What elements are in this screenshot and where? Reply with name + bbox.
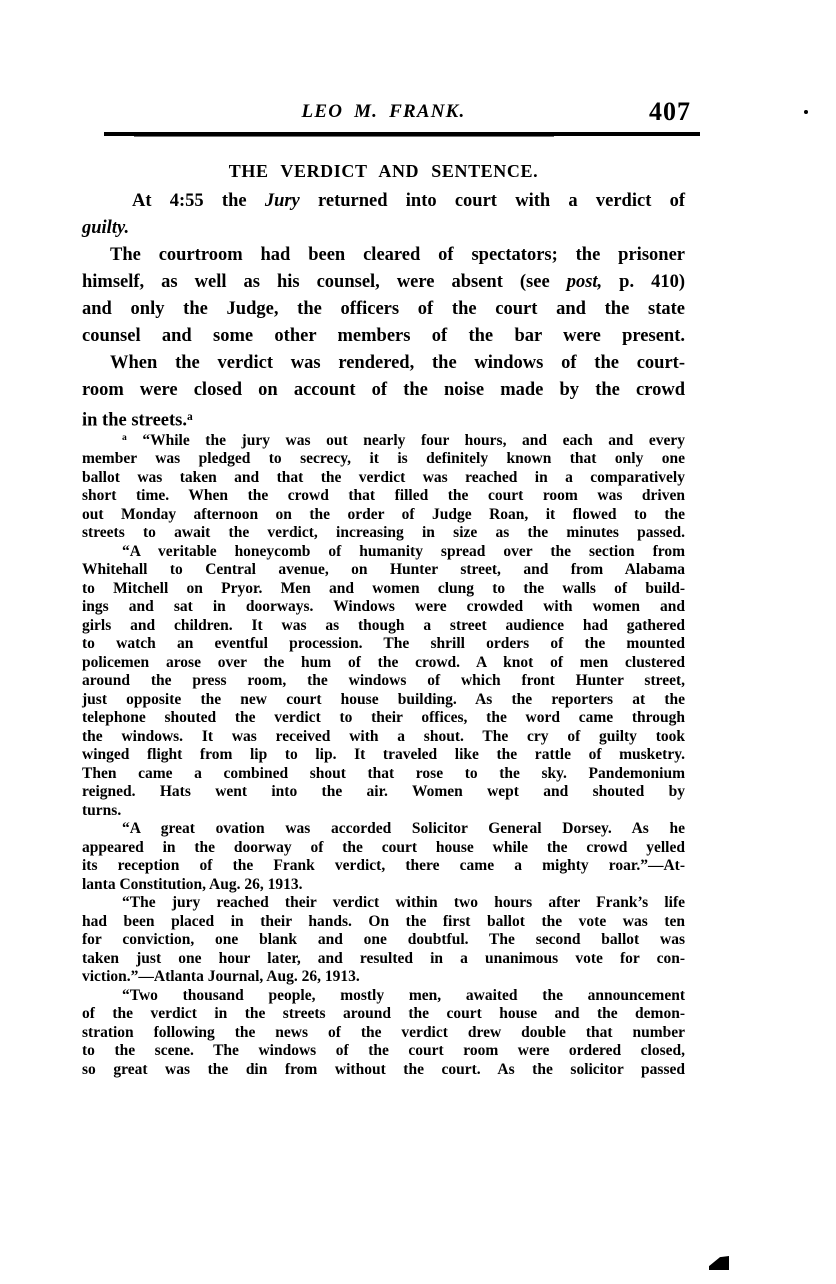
text-line [82,561,685,580]
text-run: viction.”—Atlanta Journal, Aug. 26, 1913. [82,968,360,986]
text-run: stration following the news of the verdict drew double that number [82,1023,685,1041]
text-line [82,617,685,636]
text-run: room were closed on account of the noise made by the crowd [82,380,685,400]
body-text [82,188,685,435]
text-run: “A veritable honeycomb of humanity spread over the section from [122,542,685,560]
text-run: lanta Constitution, Aug. 26, 1913. [82,875,303,893]
text-line [82,950,685,969]
text-run: member was pledged to secrecy, it is definitely known that only one [82,450,685,468]
text-line [82,323,685,350]
text-line [82,691,685,710]
text-line [82,215,685,242]
text-run: ballot was taken and that the verdict was reached in a comparatively [82,468,685,486]
text-run: guilty. [82,218,130,238]
text-run: out Monday afternoon on the order of Judge Roan, it flowed to the [82,505,685,523]
scan-artifact-dot [804,110,808,114]
text-line [82,377,685,404]
text-line [82,783,685,802]
text-run: counsel and some other members of the bar were present. [82,326,685,346]
text-line [82,913,685,932]
text-run: the windows. It was received with a shout. The cry of guilty took [82,727,685,745]
text-run: himself, as well as his counsel, were absent (see [82,272,567,292]
text-line [82,709,685,728]
text-line [82,635,685,654]
text-run: “While the jury was out nearly four hours, and each and every [126,431,685,449]
text-run: turns. [82,801,122,819]
text-run: taken just one hour later, and resulted in a unanimous vote for con- [82,949,685,967]
footnote-marker: a [186,411,193,423]
text-line [82,296,685,323]
text-run: telephone shouted the verdict to their offices, the word came through [82,709,685,727]
text-line [82,765,685,784]
text-run: had been placed in their hands. On the first ballot the vote was ten [82,912,685,930]
text-run: short time. When the crowd that filled the court room was driven [82,487,685,505]
text-line [82,968,685,987]
text-run: ings and sat in doorways. Windows were crowded with women and [82,598,685,616]
running-head [82,97,691,133]
text-line [82,429,685,450]
text-line [82,487,685,506]
text-line [82,580,685,599]
text-run: reigned. Hats went into the air. Women wept and shouted by [82,783,685,801]
text-run: When the verdict was rendered, the windows of the court- [110,353,685,373]
text-line [82,894,685,913]
text-line [82,931,685,950]
text-run: and only the Judge, the officers of the court and the state [82,299,685,319]
text-run: around the press room, the windows of which front Hunter street, [82,672,685,690]
text-line [82,876,685,895]
text-run: “The jury reached their verdict within two hours after Frank’s life [122,894,685,912]
text-run: appeared in the doorway of the court house while the crowd yelled [82,838,685,856]
scan-artifact-corner [709,1256,729,1270]
text-run: Jury [264,191,300,211]
text-run: in the streets. [82,410,187,431]
text-run: returned into court with a verdict of [299,191,685,211]
text-run: to the scene. The windows of the court room were ordered closed, [82,1042,685,1060]
text-line [82,524,685,543]
text-run: to watch an eventful procession. The shrill orders of the mounted [82,635,685,653]
text-run: girls and children. It was as though a street audience had gathered [82,616,685,634]
text-line [82,450,685,469]
text-line [82,839,685,858]
text-line [82,269,685,296]
text-run: of the verdict in the streets around the court house and the demon- [82,1005,685,1023]
running-title: LEO M. FRANK. [301,101,466,122]
text-run: p. 410) [602,272,685,292]
text-run: just opposite the new court house building. As the reporters at the [82,690,685,708]
text-line [82,1005,685,1024]
text-line [82,672,685,691]
section-title: THE VERDICT AND SENTENCE. [228,161,539,181]
text-run: streets to await the verdict, increasing in size as the minutes passed. [82,524,685,542]
text-line [82,469,685,488]
page-number: 407 [649,97,691,126]
text-run: At 4:55 the [132,191,265,211]
text-run: The courtroom had been cleared of spectators; the prisoner [110,245,685,265]
footnote-marker: a [122,432,127,443]
text-run: to Mitchell on Pryor. Men and women clung to the walls of build- [82,579,685,597]
text-line [82,1061,685,1080]
text-line [82,543,685,562]
text-line [82,987,685,1006]
text-line [82,242,685,269]
text-line [82,820,685,839]
text-run: winged flight from lip to lip. It traveled like the rattle of musketry. [82,746,685,764]
text-run: Then came a combined shout that rose to the sky. Pandemonium [82,764,685,782]
text-line [82,598,685,617]
text-line [82,1042,685,1061]
text-line [82,188,685,215]
text-run: “A great ovation was accorded Solicitor General Dorsey. As he [122,820,685,838]
text-run: post, [566,272,603,292]
text-run: policemen arose over the hum of the crowd. A knot of men clustered [82,653,685,671]
text-run: so great was the din from without the court. As the solicitor passed [82,1060,685,1078]
header-rule [104,132,700,136]
text-run: for conviction, one blank and one doubtful. The second ballot was [82,931,685,949]
text-line [82,857,685,876]
text-line [82,746,685,765]
text-line [82,802,685,821]
footnote-block [82,429,685,1079]
text-line [82,654,685,673]
text-run: Whitehall to Central avenue, on Hunter street, and from Alabama [82,561,685,579]
text-run: “Two thousand people, mostly men, awaited the announcement [122,986,685,1004]
page-content [82,0,691,1284]
text-line [82,506,685,525]
text-line [82,350,685,377]
text-run: its reception of the Frank verdict, there came a mighty roar.”—At- [82,857,685,875]
text-line [82,728,685,747]
text-line [82,1024,685,1043]
